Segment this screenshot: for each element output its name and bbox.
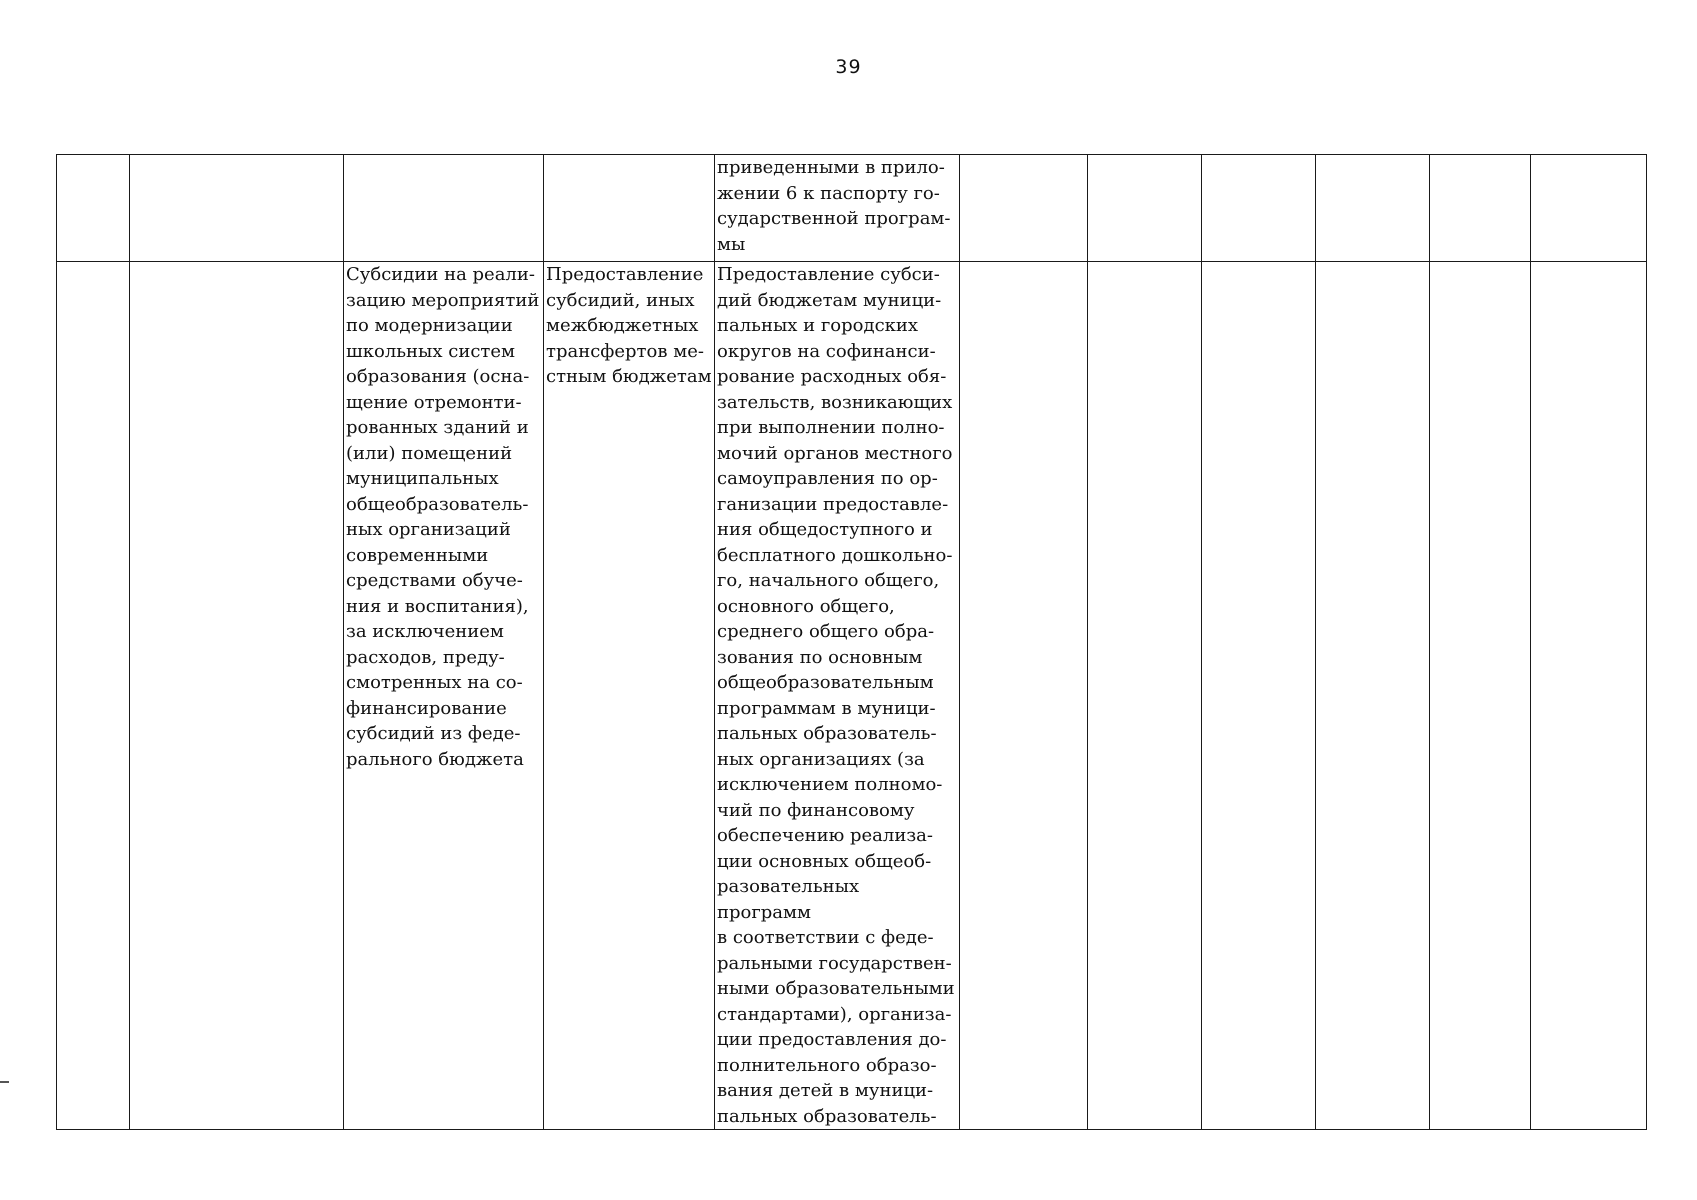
table-cell-description-continued: приведенными в прило- жении 6 к паспорту го- сударственной програм- мы bbox=[715, 155, 960, 262]
table-cell bbox=[1088, 262, 1202, 1130]
table-cell bbox=[1202, 155, 1316, 262]
table-cell bbox=[960, 155, 1088, 262]
page-number: 39 bbox=[835, 56, 862, 78]
table-cell bbox=[544, 155, 715, 262]
table-cell bbox=[1316, 262, 1430, 1130]
table-cell bbox=[130, 262, 344, 1130]
table-cell bbox=[1531, 262, 1647, 1130]
table-cell-description: Предоставление субси- дий бюджетам муници- пальных и городских округов на софинанси- рование расходных обя- зательств, возникающих при выполнении полно- мочий органов местного самоуправления по ор- ганизации предоставле- ния общедоступного и бесплатного дошкольно- го, начального общего, основного общего, среднего общего обра- зования по основным общеобразовательным программам в муници- пальных образователь- ных организациях (за исключением полномо- чий по финансовому обеспечению реализа- ции основных общеоб- разовательных программ в соответствии с феде- ральными государствен- ными образовательными стандартами), организа- ции предоставления до- полнительного образо- вания детей в муници- пальных образователь- bbox=[715, 262, 960, 1130]
table-cell bbox=[1202, 262, 1316, 1130]
table-cell bbox=[1430, 155, 1531, 262]
table-cell-event-type: Предоставление субсидий, иных межбюджетных трансфертов ме- стным бюджетам bbox=[544, 262, 715, 1130]
table-cell bbox=[960, 262, 1088, 1130]
table-cell bbox=[1531, 155, 1647, 262]
table-cell bbox=[1088, 155, 1202, 262]
table-cell bbox=[130, 155, 344, 262]
table-cell bbox=[1316, 155, 1430, 262]
table-cell-event-name: Субсидии на реали- зацию мероприятий по модернизации школьных систем образования (осна- щение отремонти- рованных зданий и (или) помещений муниципальных общеобразователь- ных организаций современными средствами обуче- ния и воспитания), за исключением расходов, преду- смотренных на со- финансирование субсидий из феде- рального бюджета bbox=[344, 262, 544, 1130]
scan-margin-mark bbox=[0, 1081, 9, 1083]
table-cell bbox=[1430, 262, 1531, 1130]
table-row bbox=[57, 155, 1647, 262]
table-cell bbox=[344, 155, 544, 262]
table-cell bbox=[57, 262, 130, 1130]
table-cell bbox=[57, 155, 130, 262]
document-table bbox=[56, 154, 1647, 1130]
table-row bbox=[57, 262, 1647, 1130]
